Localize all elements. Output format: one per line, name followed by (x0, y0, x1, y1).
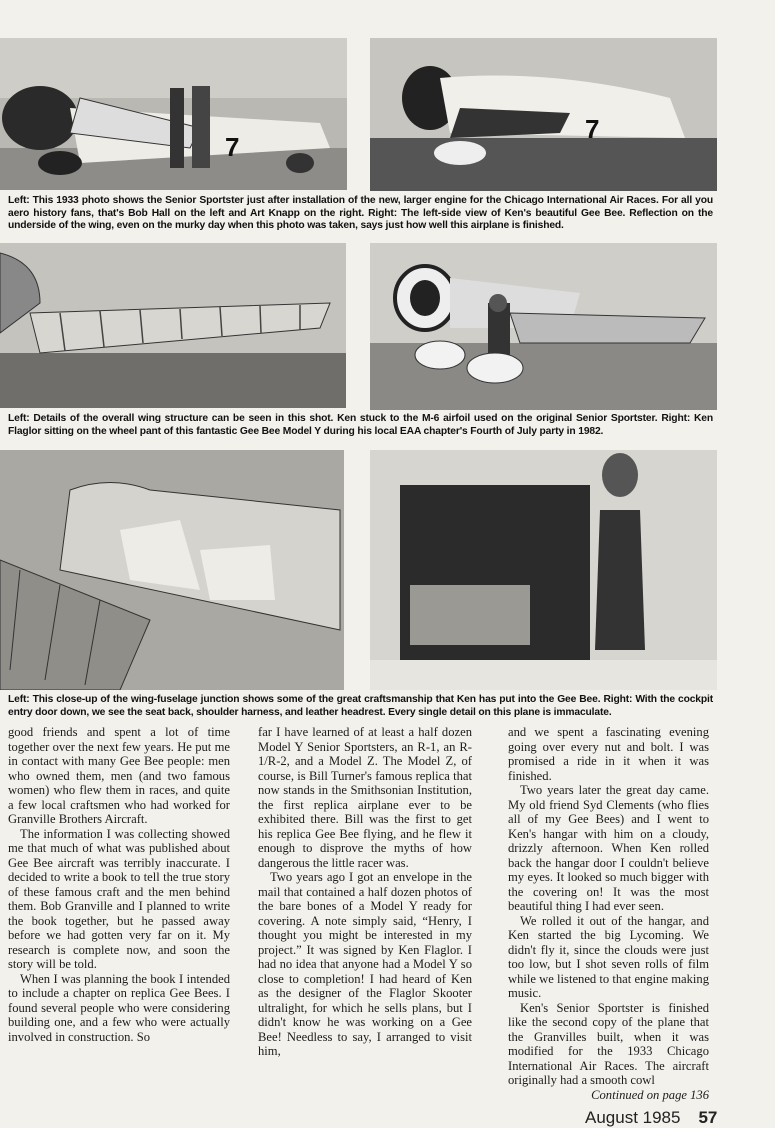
paragraph: The information I was collecting showed me that much of what was published about Gee Bee aircraft was terribly inaccurate. I decided to write a book to tell the true story of these famous craft and the men behind them. Bob Granville and I planned to write the book together, but he passed away before we had gotten very far on it. My research is complete now, and soon the story will be told. (8, 826, 230, 972)
article-section (8, 694, 718, 1128)
photo-caption: Left: Details of the overall wing structure can be seen in this shot. Ken stuck to the M-6 airfoil used on the original Senior Sportster. Right: Ken Flaglor sitting on the wheel pant of this fantastic Gee Bee Model Y during his local EAA chapter's Fourth of July party in 1982. (8, 413, 713, 437)
photo-ken-flaglor-wheel-pant (370, 243, 717, 410)
paragraph: good friends and spent a lot of time together over the next few years. He put me in contact with many Gee Bee people: men who owned them, men (and two famous women) who flew them in races, and quite a few local craftsmen who had worked for Granville Brothers Aircraft. (8, 725, 230, 827)
paragraph: far I have learned of at least a half dozen Model Y Senior Sportsters, an R-1, an R-1/R-2, and a Model Z. The Model Z, of course, is Bill Turner's famous replica that now stands in the Smithsonian Institution, the first replica airplane ever to be exhibited there. Bill was the first to get his replica Gee Bee flying, and he flew it enough to disprove the myths of how dangerous the little racer was. (258, 725, 472, 870)
photo-wing-fuselage-junction (0, 450, 344, 690)
page-footer (585, 1108, 718, 1128)
paragraph: Two years ago I got an envelope in the mail that contained a half dozen photos of the bare bones of a Model Y ready for covering. A note simply said, “Henry, I thought you might be interested in my project.” It was signed by Ken Flaglor. I had no idea that anyone had a Model Y so close to completion! I had heard of Ken as the designer of the Flaglor Skooter ultralight, for which he sells plans, but I didn't know he was working on a Gee Bee! Needless to say, I arranged to visit him, (258, 870, 472, 1059)
paragraph: Two years later the great day came. My old friend Syd Clements (who flies all of my Gee Bees) and I went to Ken's hangar with him on a cloudy, drizzly afternoon. When Ken rolled back the hangar door I couldn't believe my eyes. It looked so much bigger with the covering on! It was the most beautiful thing I had ever seen. (508, 783, 709, 914)
photo-cockpit-entry (370, 450, 717, 690)
photo-1933-senior-sportster (0, 38, 347, 190)
photo-left-side-view (370, 38, 717, 191)
paragraph: Ken's Senior Sportster is finished like the second copy of the plane that the Granvilles built, when it was modified for the 1933 Chicago International Air Races. The aircraft originally had a smooth cowl (508, 1000, 709, 1088)
article-column-2 (258, 725, 472, 1128)
photo-wing-structure (0, 243, 346, 408)
race-number: 7 (225, 132, 240, 162)
photo-caption: Left: This 1933 photo shows the Senior Sportster just after installation of the new, larger engine for the Chicago International Air Races. For all you aero history fans, that's Bob Hall on the left and Art Knapp on the right. Right: The left-side view of Ken's beautiful Gee Bee. Reflection on the underside of the wing, even on the murky day when this photo was taken, says just how well this airplane is finished. (8, 195, 713, 232)
article-column-3 (508, 725, 718, 1128)
photo-caption: Left: This close-up of the wing-fuselage junction shows some of the great craftsmanship that Ken has put into the Gee Bee. Right: With the cockpit entry door down, we see the seat back, shoulder harness, and leather headrest. Every single detail on this plane is immaculate. (8, 694, 713, 718)
paragraph: When I was planning the book I intended to include a chapter on replica Gee Bees. I found several people who were considering building one, and a few who were actually involved in construction. So (8, 971, 230, 1044)
continued-note: Continued on page 136 (591, 1087, 709, 1102)
paragraph: and we spent a fascinating evening going over every nut and bolt. I was promised a ride in it when it was finished. (508, 725, 709, 783)
article-column-1 (8, 725, 230, 1128)
paragraph: We rolled it out of the hangar, and Ken started the big Lycoming. We didn't fly it, since the clouds were just too low, but I shot seven rolls of film while we listened to that engine making music. (508, 913, 709, 1001)
page-number: 57 (698, 1108, 718, 1128)
issue-date: August 1985 (585, 1108, 681, 1128)
race-number: 7 (585, 114, 600, 144)
